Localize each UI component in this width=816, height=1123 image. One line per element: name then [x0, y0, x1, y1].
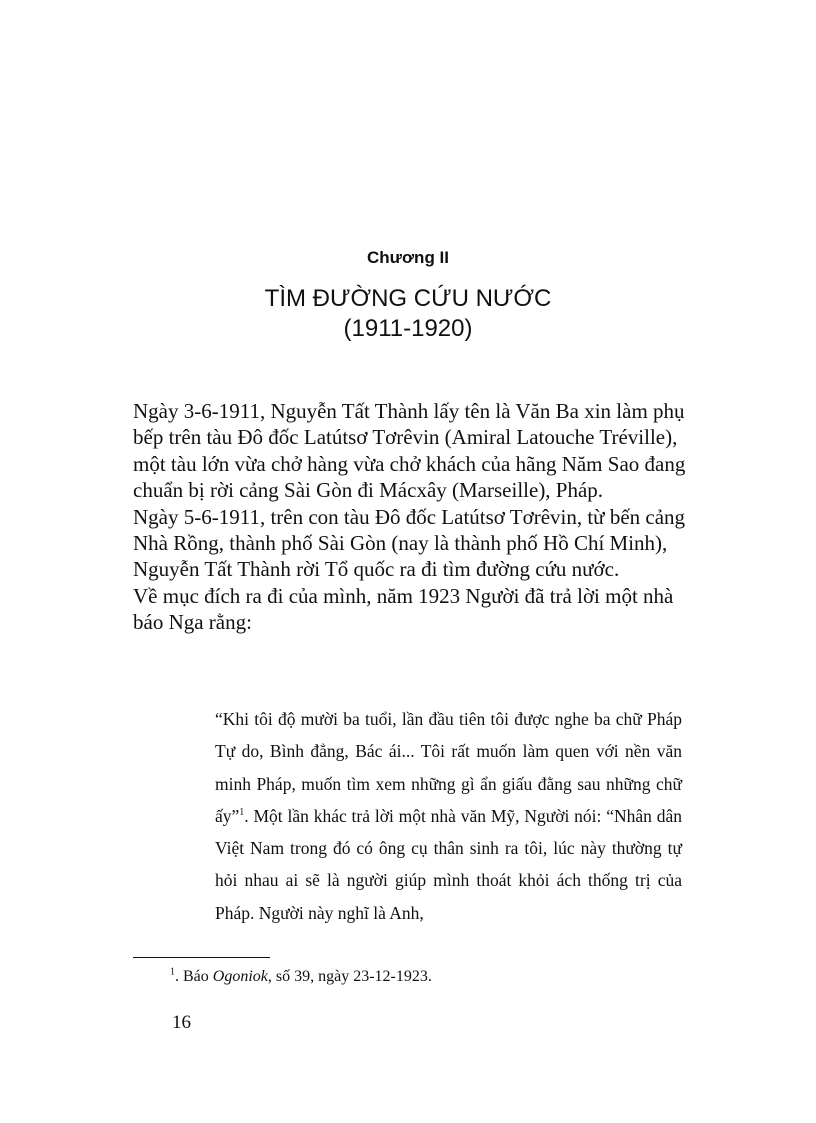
- page-number: 16: [172, 1012, 191, 1033]
- paragraph-3: Về mục đích ra đi của mình, năm 1923 Người đã trả lời một nhà báo Nga rằng:: [133, 583, 674, 635]
- paragraph-1: Ngày 3-6-1911, Nguyễn Tất Thành lấy tên là Văn Ba xin làm phụ bếp trên tàu Đô đốc Latútsơ Tơrêvin (Amiral Latouche Tréville), một tàu lớn vừa chở hàng vừa chở khách của hãng Năm Sao đang chuẩn bị rời cảng Sài Gòn đi Mácxây (Marseille), Pháp.: [133, 399, 686, 503]
- quote-text-after-note: . Một lần khác trả lời một nhà văn Mỹ, Người nói: “Nhân dân Việt Nam trong đó có ông cụ thân sinh ra tôi, lúc này thường tự hỏi nhau ai sẽ là người giúp mình thoát khỏi ách thống trị của Pháp. Người này nghĩ là Anh,: [215, 805, 682, 923]
- footnote-reference: 1: [239, 807, 245, 819]
- block-quote: [215, 703, 682, 929]
- chapter-title: TÌM ĐƯỜNG CỨU NƯỚC: [264, 285, 552, 312]
- footnote-marker: 1: [170, 966, 175, 978]
- body-text: [133, 398, 693, 636]
- chapter-years: (1911-1920): [343, 315, 473, 342]
- footnote-publication: Ogoniok: [212, 968, 268, 985]
- chapter-label: Chương II: [367, 248, 449, 267]
- quote-text-before-note: “Khi tôi độ mười ba tuổi, lần đầu tiên tôi được nghe ba chữ Pháp Tự do, Bình đẳng, Bác ái... Tôi rất muốn làm quen với nền văn minh Pháp, muốn tìm xem những gì ẩn giấu đằng sau những chữ ấy”: [215, 709, 682, 826]
- footnote-suffix: , số 39, ngày 23-12-1923.: [267, 968, 432, 985]
- footnote: [170, 966, 432, 988]
- footnote-divider: [133, 957, 270, 958]
- footnote-prefix: . Báo: [175, 968, 213, 985]
- paragraph-2: Ngày 5-6-1911, trên con tàu Đô đốc Latútsơ Tơrêvin, từ bến cảng Nhà Rồng, thành phố Sài Gòn (nay là thành phố Hồ Chí Minh), Nguyễn Tất Thành rời Tổ quốc ra đi tìm đường cứu nước.: [133, 504, 686, 582]
